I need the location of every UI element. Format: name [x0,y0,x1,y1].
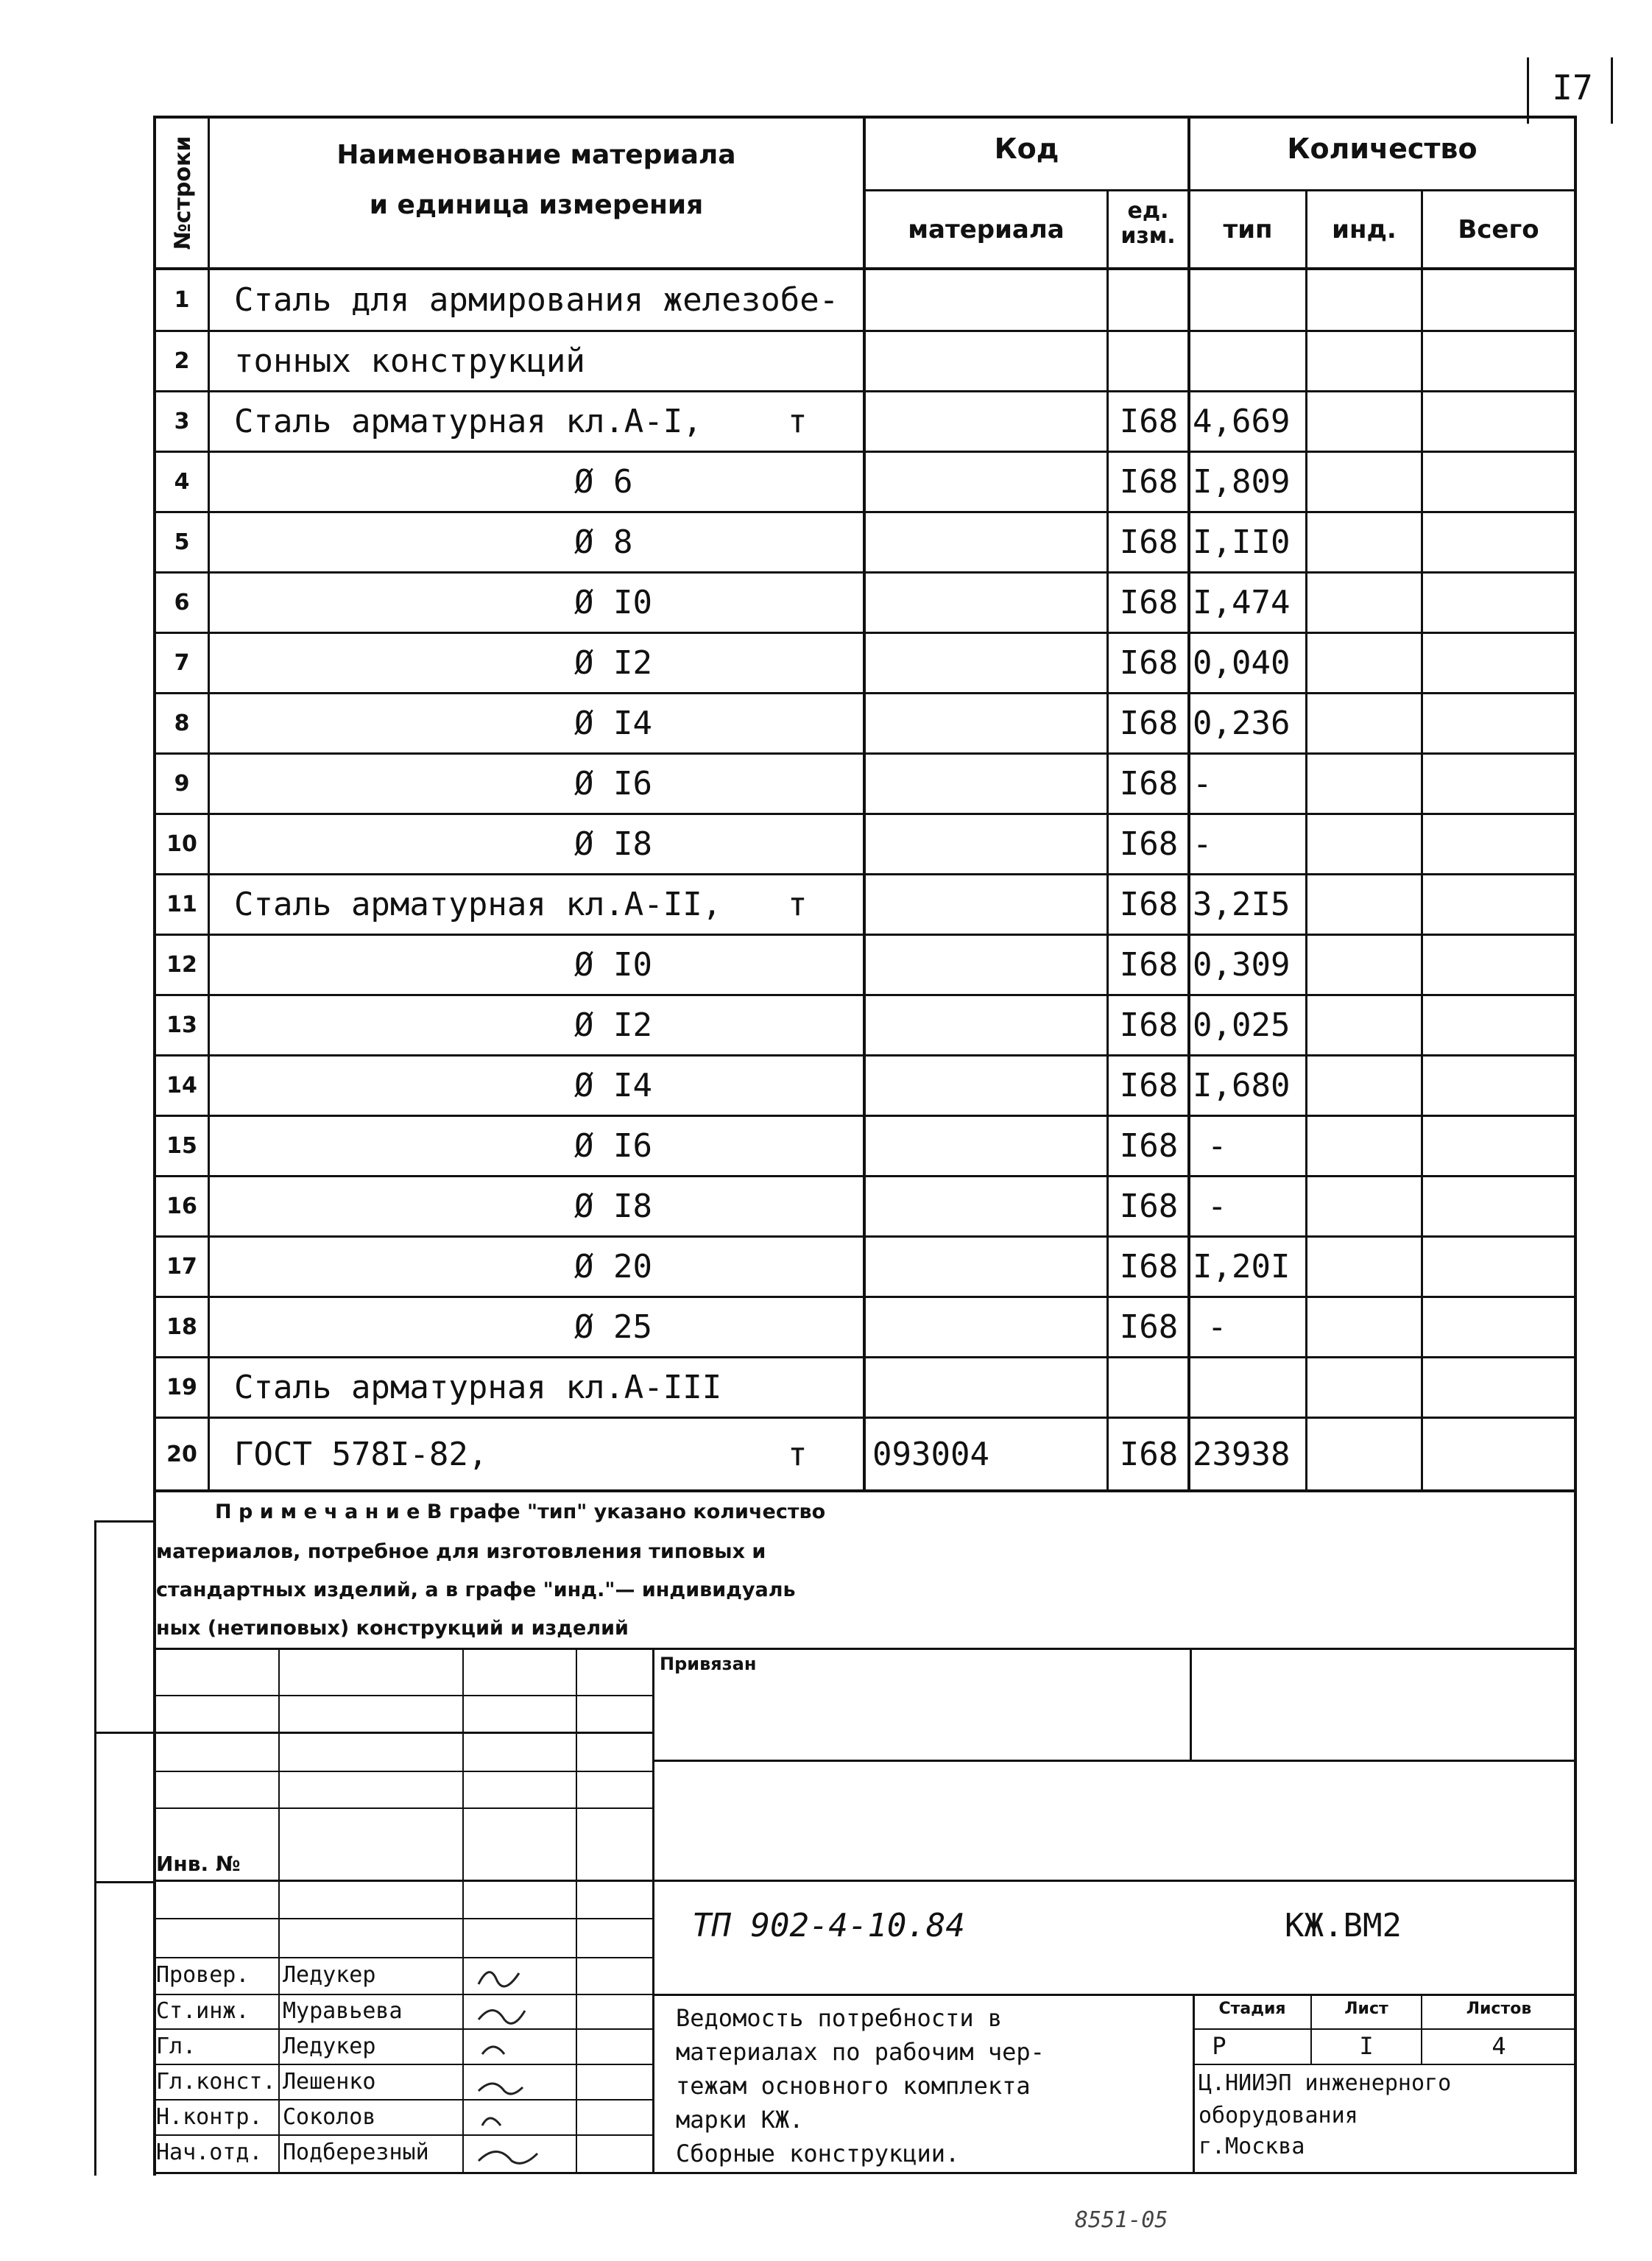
inventory-number-label: Инв. № [156,1852,241,1876]
sheets-value: 4 [1492,2032,1506,2060]
type-quantity: 3,2I5 [1193,886,1291,923]
signature-name: Ледукер [283,1962,376,1988]
footer-stamp: 8551-05 [1075,2207,1168,2233]
sheets-label: Листов [1466,2000,1532,2018]
row-number: 9 [174,771,190,797]
row-number: 12 [166,952,197,978]
note-line: П р и м е ч а н и е В графе "тип" указано количество [215,1500,826,1523]
unit-code: I68 [1119,1308,1179,1346]
description-line: марки КЖ. [676,2106,804,2134]
unit-code: I68 [1119,1006,1179,1044]
sheet-value: I [1359,2032,1374,2060]
diameter: Ø I8 [574,1188,652,1225]
row-number: 4 [174,469,190,495]
type-quantity: - [1207,1188,1227,1225]
material-name: Сталь арматурная кл.А-I, [234,403,702,440]
unit-code: I68 [1119,463,1179,501]
unit-of-measure: т [788,403,808,440]
diameter: Ø I4 [574,705,652,742]
row-number: 1 [174,287,190,313]
description-line: материалах по рабочим чер- [676,2038,1045,2066]
type-quantity: 0,025 [1193,1006,1291,1044]
row-number: 7 [174,650,190,676]
name-header-line1: Наименование материала [336,140,736,170]
type-quantity: - [1193,825,1212,863]
row-number: 3 [174,409,190,434]
sheet-code: КЖ.ВМ2 [1285,1907,1402,1944]
signature-role: Гл. [156,2034,197,2059]
total-header: Всего [1458,215,1539,244]
unit-code: I68 [1119,1248,1179,1285]
quantity-header: Количество [1287,133,1478,165]
signature-role: Нач.отд. [156,2140,263,2165]
type-quantity: 0,040 [1193,644,1291,682]
row-number: 5 [174,529,190,555]
row-number: 11 [166,892,197,917]
type-quantity: I,20I [1193,1248,1291,1285]
description-line: Сборные конструкции. [676,2140,960,2167]
stage-value: Р [1212,2032,1226,2060]
row-number: 19 [166,1375,197,1400]
row-number: 6 [174,590,190,615]
type-quantity: - [1207,1127,1227,1165]
signature-role: Провер. [156,1962,250,1988]
material-name: Сталь для армирования железобе- [234,281,839,319]
diameter: Ø I0 [574,946,652,984]
signature-name: Лешенко [283,2069,376,2095]
row-number: 15 [166,1133,197,1159]
signature-name: Муравьева [283,1998,403,2024]
unit-code: I68 [1119,765,1179,803]
diameter: Ø I0 [574,584,652,621]
description-line: Ведомость потребности в [676,2004,1003,2032]
diameter: Ø I6 [574,765,652,803]
name-header-line2: и единица измерения [369,190,704,220]
row-number: 10 [166,831,197,857]
page-number: I7 [1552,68,1593,107]
row-number: 13 [166,1012,197,1038]
row-number: 16 [166,1193,197,1219]
material-header: материала [908,215,1065,244]
type-quantity: 0,236 [1193,705,1291,742]
material-name: ГОСТ 578I-82, [234,1435,488,1473]
signature-name: Ледукер [283,2034,376,2059]
document-code: ТП 902-4-10.84 [692,1907,965,1944]
unit-code: I68 [1119,644,1179,682]
diameter: Ø I2 [574,644,652,682]
row-number: 2 [174,348,190,374]
unit-code: I68 [1119,523,1179,561]
signature-name: Подберезный [283,2140,429,2165]
privyazan-label: Привязан [660,1654,757,1674]
type-quantity: I,474 [1193,584,1291,621]
type-quantity: I,809 [1193,463,1291,501]
organization-line: оборудования [1199,2103,1358,2128]
type-quantity: 0,309 [1193,946,1291,984]
organization-line: г.Москва [1199,2134,1305,2159]
diameter: Ø 8 [574,523,633,561]
signature-role: Н.контр. [156,2104,263,2130]
note-line: стандартных изделий, а в графе "инд."— индивидуаль [156,1579,796,1601]
row-number-header: №строки [170,135,196,250]
row-number: 14 [166,1073,197,1098]
unit-code: I68 [1119,403,1179,440]
unit-code: I68 [1119,1188,1179,1225]
code-header: Код [994,133,1059,165]
type-quantity: - [1193,765,1212,803]
sheet-label: Лист [1344,2000,1388,2018]
type-quantity: 4,669 [1193,403,1291,440]
material-code: 093004 [872,1435,989,1473]
unit-code: I68 [1119,1435,1179,1473]
material-name: Сталь арматурная кл.А-II, [234,886,722,923]
type-quantity: I,680 [1193,1067,1291,1104]
row-number: 20 [166,1441,197,1467]
unit-of-measure: т [788,1435,808,1473]
unit-code: I68 [1119,886,1179,923]
row-number: 18 [166,1314,197,1340]
type-header: тип [1223,215,1273,244]
ind-header: инд. [1332,215,1397,244]
diameter: Ø I2 [574,1006,652,1044]
type-quantity: - [1207,1308,1227,1346]
note-line: ных (нетиповых) конструкций и изделий [156,1617,629,1640]
diameter: Ø 20 [574,1248,652,1285]
organization-line: Ц.НИИЭП инженерного [1199,2070,1452,2096]
signature-name: Соколов [283,2104,376,2130]
diameter: Ø I6 [574,1127,652,1165]
unit-code: I68 [1119,1067,1179,1104]
signature-marks [464,1955,574,2172]
diameter: Ø 25 [574,1308,652,1346]
unit-code: I68 [1119,946,1179,984]
unit-header: ед. изм. [1120,198,1176,249]
stage-label: Стадия [1218,2000,1286,2018]
unit-of-measure: т [788,886,808,923]
signature-role: Ст.инж. [156,1998,250,2024]
note-line: материалов, потребное для изготовления типовых и [156,1540,766,1563]
signature-role: Гл.конст. [156,2069,276,2095]
type-quantity: I,II0 [1193,523,1291,561]
row-number: 17 [166,1254,197,1280]
material-name: тонных конструкций [234,342,585,380]
diameter: Ø I8 [574,825,652,863]
unit-code: I68 [1119,825,1179,863]
unit-code: I68 [1119,584,1179,621]
diameter: Ø 6 [574,463,633,501]
material-name: Сталь арматурная кл.А-III [234,1369,722,1406]
type-quantity: 23938 [1193,1435,1291,1473]
diameter: Ø I4 [574,1067,652,1104]
row-number: 8 [174,710,190,736]
unit-code: I68 [1119,1127,1179,1165]
unit-code: I68 [1119,705,1179,742]
description-line: тежам основного комплекта [676,2072,1031,2100]
